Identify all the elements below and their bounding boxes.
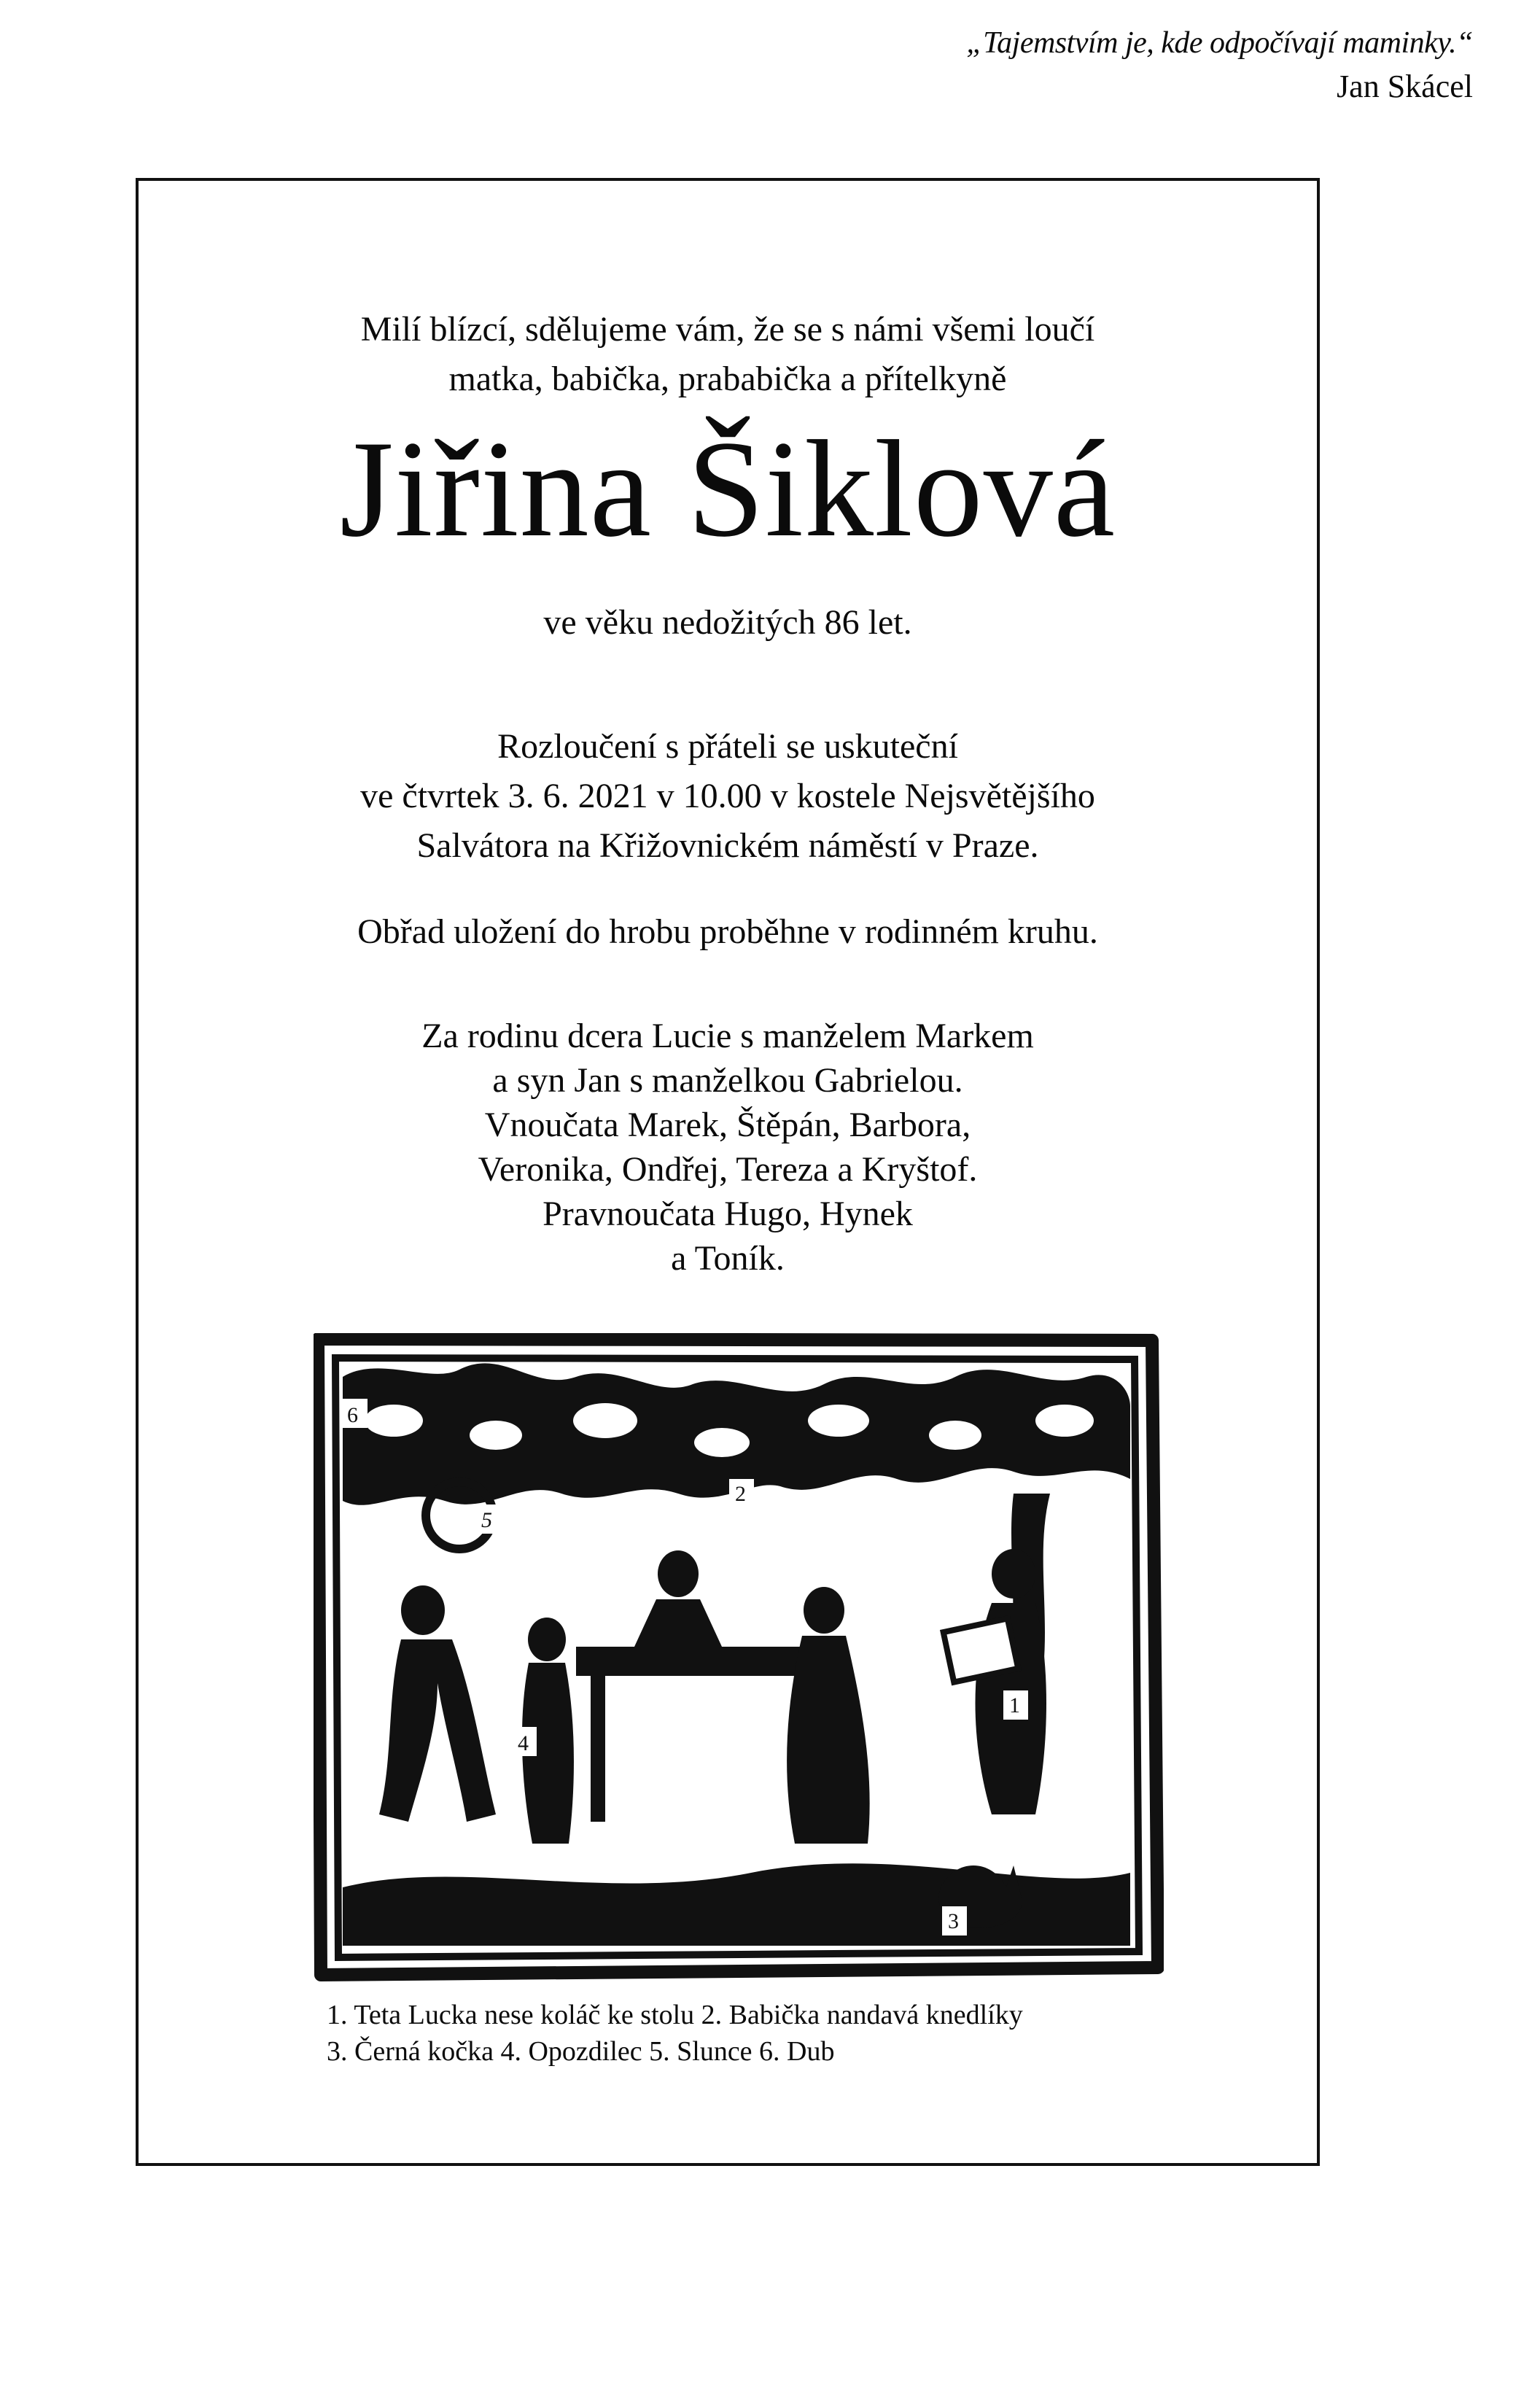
woodcut-number-3: 3 [948,1909,959,1933]
obituary-frame [136,178,1320,2166]
farewell-line: Salvátora na Křižovnickém náměstí v Praze. [416,826,1039,865]
age-line: ve věku nedožitých 86 let. [543,603,912,642]
intro-text [139,305,1317,404]
woodcut-number-4: 4 [518,1731,529,1755]
family-line: Veronika, Ondřej, Tereza a Kryštof. [478,1150,978,1189]
woodcut-number-1: 1 [1009,1693,1020,1717]
family-line: Za rodinu dcera Lucie s manželem Markem [421,1017,1034,1055]
deceased-name: Jiřina Šiklová [339,413,1116,566]
intro-line: matka, babička, prababička a přítelkyně [448,360,1007,398]
farewell-text [139,722,1317,871]
caption-line: 3. Černá kočka 4. Opozdilec 5. Slunce 6. Dub [327,2036,835,2067]
family-line: Pravnoučata Hugo, Hynek [542,1195,913,1233]
family-line: a Toník. [671,1239,785,1278]
caption-line: 1. Teta Lucka nese koláč ke stolu 2. Babička nandavá knedlíky [327,2000,1023,2030]
motto-author: Jan Skácel [1337,69,1473,104]
woodcut-number-2: 2 [735,1482,746,1506]
intro-line: Milí blízcí, sdělujeme vám, že se s námi všemi loučí [360,310,1095,349]
woodcut-number-5: 5 [481,1508,492,1532]
family-line: a syn Jan s manželkou Gabrielou. [492,1061,963,1100]
woodcut-number-6: 6 [347,1403,358,1427]
burial-text: Obřad uložení do hrobu proběhne v rodinném kruhu. [357,912,1098,951]
motto [966,22,1473,109]
farewell-line: Rozloučení s přáteli se uskuteční [497,727,958,766]
woodcut-illustration [314,1333,1164,1982]
family-line: Vnoučata Marek, Štěpán, Barbora, [484,1106,971,1144]
farewell-line: ve čtvrtek 3. 6. 2021 v 10.00 v kostele Nejsvětějšího [360,777,1095,815]
family-text [139,1014,1317,1281]
motto-quote: „Tajemstvím je, kde odpočívají maminky.“ [966,26,1473,60]
illustration-caption [327,1997,1023,2070]
